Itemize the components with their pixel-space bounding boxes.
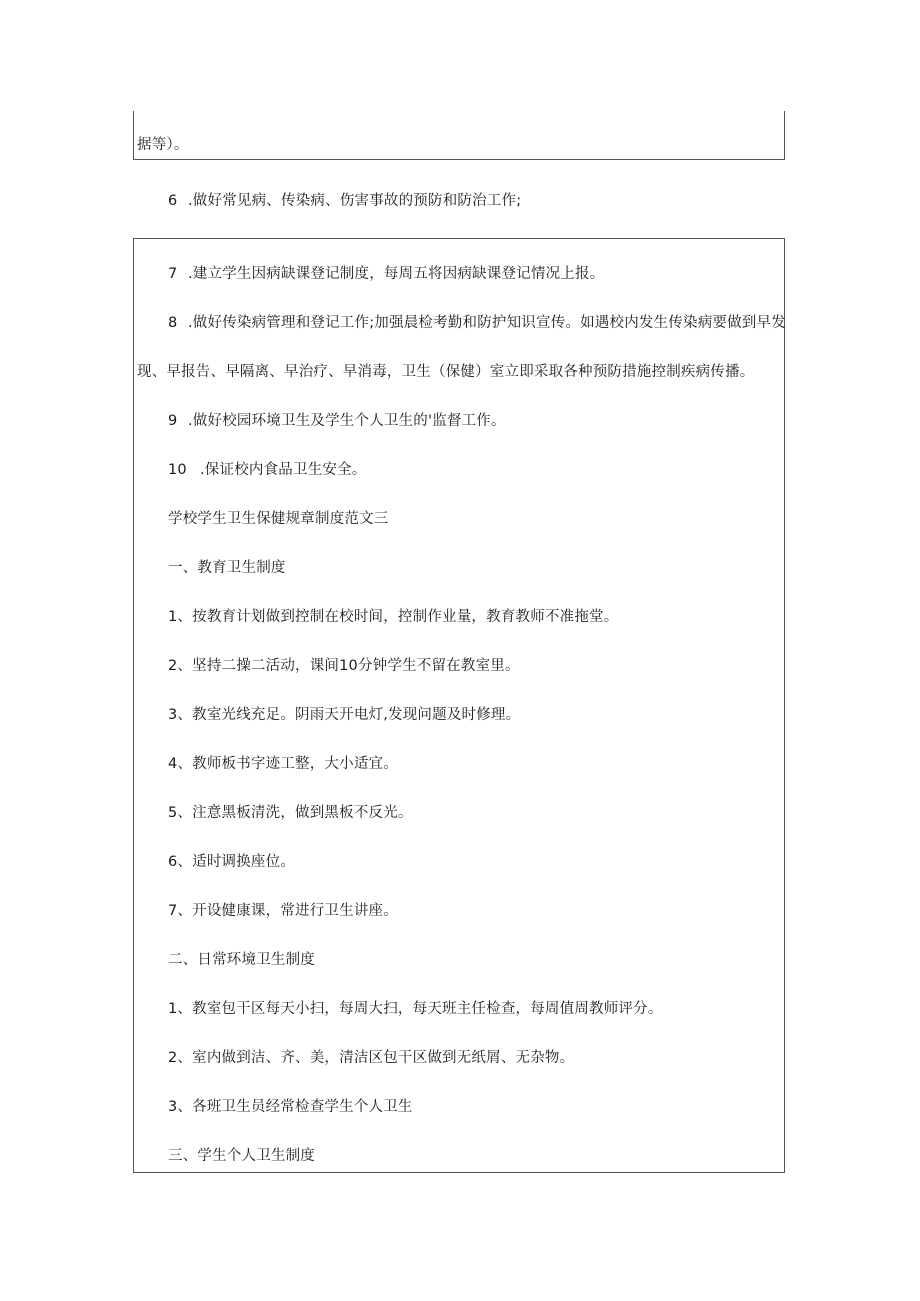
item-text: .做好常见病、传染病、伤害事故的预防和防治工作; — [188, 193, 522, 209]
list-item-6 — [168, 191, 521, 211]
list-item-8 — [168, 313, 786, 333]
section1-item: 6、适时调换座位。 — [168, 854, 296, 870]
item-text: .做好校园环境卫生及学生个人卫生的'监督工作。 — [188, 413, 506, 429]
item-number: 6 — [168, 193, 178, 209]
list-item-7 — [168, 264, 604, 284]
section1-item: 1、按教育计划做到控制在校时间，控制作业量，教育教师不准拖堂。 — [168, 609, 619, 625]
section1-item: 3、教室光线充足。阴雨天开电灯,发现问题及时修理。 — [168, 707, 521, 723]
item-number: 7 — [168, 266, 178, 282]
item-number: 8 — [168, 315, 178, 331]
cell-tail-text: 据等）。 — [137, 137, 189, 153]
section2-item: 2、室内做到洁、齐、美，清洁区包干区做到无纸屑、无杂物。 — [168, 1050, 575, 1066]
section2-item: 3、各班卫生员经常检查学生个人卫生 — [168, 1099, 413, 1115]
section-title-personal-hygiene: 三、学生个人卫生制度 — [168, 1148, 315, 1164]
list-item-10 — [168, 460, 367, 480]
item-text: .做好传染病管理和登记工作;加强晨检考勤和防护知识宣传。如遇校内发生传染病要做到早发 — [188, 315, 786, 331]
item-number: 9 — [168, 413, 178, 429]
section1-item: 7、开设健康课，常进行卫生讲座。 — [168, 903, 398, 919]
section2-item: 1、教室包干区每天小扫，每周大扫，每天班主任检查，每周值周教师评分。 — [168, 1001, 663, 1017]
list-item-8-continued: 现、早报告、早隔离、早治疗、早消毒，卫生（保健）室立即采取各种预防措施控制疾病传播。 — [137, 364, 755, 380]
section1-item: 2、坚持二操二活动，课间10分钟学生不留在教室里。 — [168, 658, 520, 674]
document-heading: 学校学生卫生保健规章制度范文三 — [168, 511, 389, 527]
item-text: .建立学生因病缺课登记制度，每周五将因病缺课登记情况上报。 — [188, 266, 605, 282]
item-text: .保证校内食品卫生安全。 — [200, 462, 367, 478]
item-number: 10 — [168, 462, 187, 478]
section-title-education: 一、教育卫生制度 — [168, 560, 286, 576]
list-item-9 — [168, 411, 506, 431]
section1-item: 4、教师板书字迹工整，大小适宜。 — [168, 756, 398, 772]
table-cell-top — [133, 111, 785, 160]
section1-item: 5、注意黑板清洗，做到黑板不反光。 — [168, 805, 413, 821]
section-title-environment: 二、日常环境卫生制度 — [168, 952, 315, 968]
